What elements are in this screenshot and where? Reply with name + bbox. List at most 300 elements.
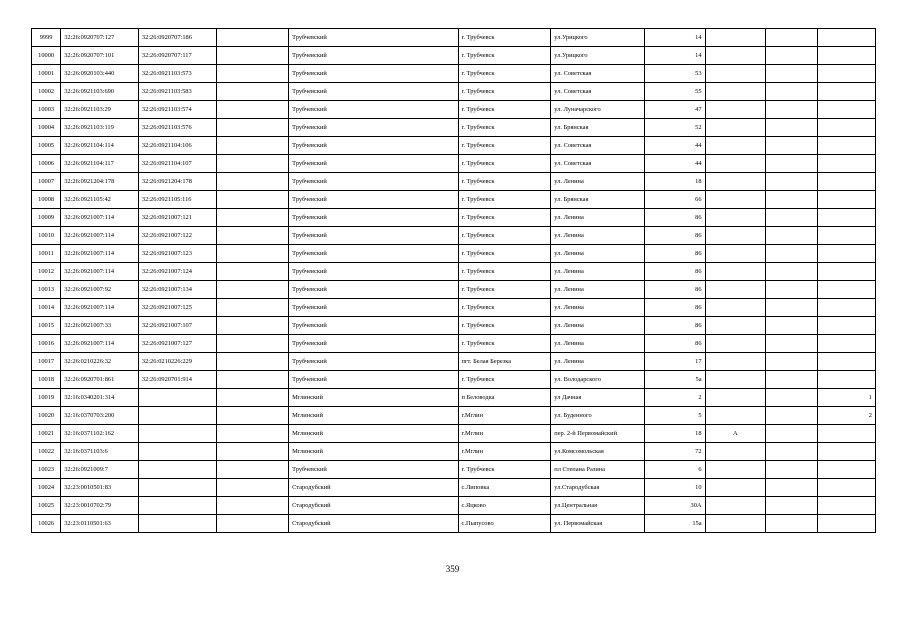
street-name: ул. Советская <box>551 65 645 83</box>
building-number <box>818 137 876 155</box>
row-number: 10023 <box>32 461 61 479</box>
cadastral-number-land: 32:26:0921103:29 <box>61 101 139 119</box>
extra-cell <box>766 407 818 425</box>
extra-cell <box>766 263 818 281</box>
cadastral-number-building: 32:26:0210226:229 <box>138 353 216 371</box>
building-number <box>818 515 876 533</box>
street-name: ул.Комсомольская <box>551 443 645 461</box>
street-name: ул. Ленина <box>551 281 645 299</box>
row-number: 10009 <box>32 209 61 227</box>
cadastral-number-building: 32:26:0920707:117 <box>138 47 216 65</box>
district-name: Трубчевский <box>289 353 458 371</box>
locality-name: г. Трубчевск <box>458 137 551 155</box>
cadastral-number-building: 32:26:0920707:186 <box>138 29 216 47</box>
building-number: 1 <box>818 389 876 407</box>
locality-name: г. Трубчевск <box>458 191 551 209</box>
locality-name: г. Трубчевск <box>458 317 551 335</box>
table-row <box>32 461 876 479</box>
building-number <box>818 371 876 389</box>
district-name: Мглинский <box>289 425 458 443</box>
district-name: Трубчевский <box>289 191 458 209</box>
cadastral-number-building: 32:26:0921007:121 <box>138 209 216 227</box>
cadastral-number-building <box>138 461 216 479</box>
cadastral-number-building: 32:26:0921204:178 <box>138 173 216 191</box>
cadastral-number-land: 32:26:0921007:114 <box>61 245 139 263</box>
cadastral-number-land: 32:23:0010702:79 <box>61 497 139 515</box>
cadastral-number-land: 32:23:0010501:83 <box>61 479 139 497</box>
extra-cell <box>766 119 818 137</box>
street-name: ул. Володарского <box>551 371 645 389</box>
cadastral-number-building: 32:26:0921105:116 <box>138 191 216 209</box>
row-number: 10002 <box>32 83 61 101</box>
street-name: ул.Центральная <box>551 497 645 515</box>
building-number <box>818 497 876 515</box>
cadastral-number-building: 32:26:0921103:576 <box>138 119 216 137</box>
extra-cell <box>766 299 818 317</box>
empty-cell <box>216 479 289 497</box>
cadastral-number-land: 32:26:0921104:114 <box>61 137 139 155</box>
building-number <box>818 425 876 443</box>
table-row <box>32 119 876 137</box>
table-row <box>32 191 876 209</box>
building-number: 2 <box>818 407 876 425</box>
house-number: 52 <box>645 119 706 137</box>
district-name: Трубчевский <box>289 155 458 173</box>
locality-name: г. Трубчевск <box>458 173 551 191</box>
locality-name: г. Трубчевск <box>458 47 551 65</box>
locality-name: г. Трубчевск <box>458 299 551 317</box>
house-number: 18 <box>645 173 706 191</box>
table-body <box>32 29 876 533</box>
registry-sheet <box>31 28 876 533</box>
district-name: Трубчевский <box>289 371 458 389</box>
cadastral-number-land: 32:26:0921105:42 <box>61 191 139 209</box>
district-name: Трубчевский <box>289 299 458 317</box>
locality-name: г. Трубчевск <box>458 281 551 299</box>
table-row <box>32 389 876 407</box>
building-letter <box>705 191 766 209</box>
table-row <box>32 281 876 299</box>
table-row <box>32 443 876 461</box>
extra-cell <box>766 497 818 515</box>
cadastral-number-land: 32:26:0921007:114 <box>61 263 139 281</box>
empty-cell <box>216 407 289 425</box>
empty-cell <box>216 101 289 119</box>
extra-cell <box>766 479 818 497</box>
building-letter <box>705 497 766 515</box>
street-name: ул. Советская <box>551 155 645 173</box>
house-number: 86 <box>645 227 706 245</box>
extra-cell <box>766 245 818 263</box>
street-name: пл Степана Разина <box>551 461 645 479</box>
cadastral-number-land: 32:26:0920707:127 <box>61 29 139 47</box>
locality-name: г.Мглин <box>458 407 551 425</box>
house-number: 86 <box>645 317 706 335</box>
house-number: 15а <box>645 515 706 533</box>
building-letter <box>705 209 766 227</box>
row-number: 10025 <box>32 497 61 515</box>
building-letter <box>705 281 766 299</box>
building-letter <box>705 155 766 173</box>
house-number: 2 <box>645 389 706 407</box>
row-number: 10017 <box>32 353 61 371</box>
district-name: Трубчевский <box>289 209 458 227</box>
row-number: 10006 <box>32 155 61 173</box>
district-name: Трубчевский <box>289 461 458 479</box>
row-number: 9999 <box>32 29 61 47</box>
street-name: ул. Советская <box>551 137 645 155</box>
empty-cell <box>216 47 289 65</box>
locality-name: г. Трубчевск <box>458 29 551 47</box>
empty-cell <box>216 335 289 353</box>
row-number: 10000 <box>32 47 61 65</box>
cadastral-number-land: 32:26:0921009:7 <box>61 461 139 479</box>
district-name: Трубчевский <box>289 173 458 191</box>
building-number <box>818 173 876 191</box>
street-name: ул. Советская <box>551 83 645 101</box>
table-row <box>32 173 876 191</box>
locality-name: п Беловодка <box>458 389 551 407</box>
empty-cell <box>216 119 289 137</box>
extra-cell <box>766 461 818 479</box>
locality-name: г.Мглин <box>458 443 551 461</box>
extra-cell <box>766 443 818 461</box>
district-name: Трубчевский <box>289 317 458 335</box>
row-number: 10003 <box>32 101 61 119</box>
building-letter <box>705 29 766 47</box>
street-name: ул. Брянская <box>551 119 645 137</box>
row-number: 10005 <box>32 137 61 155</box>
cadastral-number-building: 32:26:0920701:914 <box>138 371 216 389</box>
row-number: 10004 <box>32 119 61 137</box>
building-number <box>818 101 876 119</box>
cadastral-number-land: 32:26:0921103:119 <box>61 119 139 137</box>
building-number <box>818 281 876 299</box>
table-row <box>32 263 876 281</box>
row-number: 10007 <box>32 173 61 191</box>
table-row <box>32 101 876 119</box>
cadastral-number-land: 32:26:0920103:440 <box>61 65 139 83</box>
district-name: Трубчевский <box>289 119 458 137</box>
cadastral-number-land: 32:26:0921103:690 <box>61 83 139 101</box>
building-number <box>818 209 876 227</box>
building-number <box>818 119 876 137</box>
building-number <box>818 263 876 281</box>
building-letter <box>705 47 766 65</box>
cadastral-number-land: 32:26:0921007:33 <box>61 317 139 335</box>
cadastral-number-land: 32:26:0921007:114 <box>61 209 139 227</box>
building-letter <box>705 245 766 263</box>
empty-cell <box>216 281 289 299</box>
district-name: Мглинский <box>289 443 458 461</box>
house-number: 14 <box>645 29 706 47</box>
district-name: Трубчевский <box>289 29 458 47</box>
cadastral-number-land: 32:26:0920701:861 <box>61 371 139 389</box>
cadastral-number-building: 32:26:0921007:134 <box>138 281 216 299</box>
locality-name: г. Трубчевск <box>458 101 551 119</box>
street-name: ул. Брянская <box>551 191 645 209</box>
cadastral-number-building <box>138 443 216 461</box>
cadastral-number-building: 32:26:0921104:106 <box>138 137 216 155</box>
building-letter <box>705 263 766 281</box>
table-row <box>32 83 876 101</box>
table-row <box>32 299 876 317</box>
building-number <box>818 29 876 47</box>
building-number <box>818 227 876 245</box>
house-number: 44 <box>645 155 706 173</box>
row-number: 10010 <box>32 227 61 245</box>
house-number: 66 <box>645 191 706 209</box>
house-number: 86 <box>645 209 706 227</box>
house-number: 5а <box>645 371 706 389</box>
cadastral-number-land: 32:16:0371103:6 <box>61 443 139 461</box>
table-row <box>32 425 876 443</box>
empty-cell <box>216 299 289 317</box>
building-number <box>818 317 876 335</box>
cadastral-number-building <box>138 479 216 497</box>
building-number <box>818 47 876 65</box>
house-number: 6 <box>645 461 706 479</box>
house-number: 55 <box>645 83 706 101</box>
row-number: 10026 <box>32 515 61 533</box>
locality-name: г. Трубчевск <box>458 83 551 101</box>
building-letter <box>705 461 766 479</box>
empty-cell <box>216 371 289 389</box>
row-number: 10021 <box>32 425 61 443</box>
row-number: 10013 <box>32 281 61 299</box>
building-letter <box>705 227 766 245</box>
cadastral-number-building <box>138 389 216 407</box>
house-number: 5 <box>645 407 706 425</box>
locality-name: г.Мглин <box>458 425 551 443</box>
building-letter <box>705 299 766 317</box>
locality-name: г. Трубчевск <box>458 371 551 389</box>
extra-cell <box>766 389 818 407</box>
house-number: 18 <box>645 425 706 443</box>
building-number <box>818 353 876 371</box>
table-row <box>32 371 876 389</box>
cadastral-number-land: 32:26:0210226:32 <box>61 353 139 371</box>
locality-name: г. Трубчевск <box>458 461 551 479</box>
building-number <box>818 245 876 263</box>
street-name: ул. Ленина <box>551 263 645 281</box>
locality-name: г. Трубчевск <box>458 65 551 83</box>
row-number: 10020 <box>32 407 61 425</box>
row-number: 10022 <box>32 443 61 461</box>
extra-cell <box>766 371 818 389</box>
cadastral-number-building: 32:26:0921007:127 <box>138 335 216 353</box>
locality-name: с.Липовка <box>458 479 551 497</box>
district-name: Трубчевский <box>289 227 458 245</box>
cadastral-number-building: 32:26:0921007:125 <box>138 299 216 317</box>
table-row <box>32 209 876 227</box>
building-number <box>818 335 876 353</box>
district-name: Трубчевский <box>289 65 458 83</box>
table-row <box>32 335 876 353</box>
table-row <box>32 317 876 335</box>
empty-cell <box>216 443 289 461</box>
cadastral-number-land: 32:26:0921104:117 <box>61 155 139 173</box>
street-name: ул. Ленина <box>551 209 645 227</box>
empty-cell <box>216 245 289 263</box>
extra-cell <box>766 281 818 299</box>
row-number: 10024 <box>32 479 61 497</box>
empty-cell <box>216 227 289 245</box>
locality-name: г. Трубчевск <box>458 119 551 137</box>
extra-cell <box>766 515 818 533</box>
house-number: 30А <box>645 497 706 515</box>
building-number <box>818 461 876 479</box>
empty-cell <box>216 209 289 227</box>
house-number: 86 <box>645 299 706 317</box>
extra-cell <box>766 155 818 173</box>
row-number: 10001 <box>32 65 61 83</box>
extra-cell <box>766 83 818 101</box>
district-name: Трубчевский <box>289 245 458 263</box>
empty-cell <box>216 155 289 173</box>
cadastral-number-land: 32:26:0920707:101 <box>61 47 139 65</box>
cadastral-number-land: 32:26:0921007:92 <box>61 281 139 299</box>
cadastral-number-building: 32:26:0921103:574 <box>138 101 216 119</box>
cadastral-number-land: 32:26:0921007:114 <box>61 299 139 317</box>
locality-name: г. Трубчевск <box>458 155 551 173</box>
row-number: 10019 <box>32 389 61 407</box>
house-number: 14 <box>645 47 706 65</box>
table-row <box>32 497 876 515</box>
table-row <box>32 479 876 497</box>
extra-cell <box>766 353 818 371</box>
empty-cell <box>216 425 289 443</box>
extra-cell <box>766 335 818 353</box>
extra-cell <box>766 227 818 245</box>
district-name: Трубчевский <box>289 281 458 299</box>
cadastral-number-building <box>138 497 216 515</box>
street-name: ул.Урицкого <box>551 47 645 65</box>
empty-cell <box>216 173 289 191</box>
district-name: Трубчевский <box>289 47 458 65</box>
street-name: ул. Ленина <box>551 299 645 317</box>
street-name: ул.Стародубская <box>551 479 645 497</box>
extra-cell <box>766 191 818 209</box>
district-name: Трубчевский <box>289 137 458 155</box>
table-row <box>32 29 876 47</box>
extra-cell <box>766 29 818 47</box>
extra-cell <box>766 425 818 443</box>
cadastral-number-building: 32:26:0921103:573 <box>138 65 216 83</box>
building-number <box>818 83 876 101</box>
cadastral-number-land: 32:26:0921007:114 <box>61 335 139 353</box>
district-name: Трубчевский <box>289 335 458 353</box>
street-name: ул.Урицкого <box>551 29 645 47</box>
cadastral-number-land: 32:16:0371102:162 <box>61 425 139 443</box>
extra-cell <box>766 209 818 227</box>
building-letter <box>705 515 766 533</box>
locality-name: г. Трубчевск <box>458 227 551 245</box>
locality-name: г. Трубчевск <box>458 335 551 353</box>
row-number: 10014 <box>32 299 61 317</box>
house-number: 44 <box>645 137 706 155</box>
extra-cell <box>766 317 818 335</box>
building-letter <box>705 443 766 461</box>
empty-cell <box>216 263 289 281</box>
street-name: ул. Буденного <box>551 407 645 425</box>
empty-cell <box>216 29 289 47</box>
registry-table <box>31 28 876 533</box>
table-row <box>32 137 876 155</box>
extra-cell <box>766 173 818 191</box>
cadastral-number-land: 32:16:0370703:200 <box>61 407 139 425</box>
street-name: пер. 2-й Первомайский <box>551 425 645 443</box>
house-number: 86 <box>645 245 706 263</box>
street-name: ул Дачная <box>551 389 645 407</box>
empty-cell <box>216 317 289 335</box>
street-name: ул. Первомайская <box>551 515 645 533</box>
empty-cell <box>216 83 289 101</box>
extra-cell <box>766 65 818 83</box>
district-name: Мглинский <box>289 389 458 407</box>
street-name: ул. Ленина <box>551 335 645 353</box>
empty-cell <box>216 497 289 515</box>
house-number: 86 <box>645 335 706 353</box>
district-name: Трубчевский <box>289 101 458 119</box>
locality-name: пгт. Белая Березка <box>458 353 551 371</box>
cadastral-number-building: 32:26:0921103:583 <box>138 83 216 101</box>
locality-name: с.Пыпусово <box>458 515 551 533</box>
building-letter <box>705 479 766 497</box>
empty-cell <box>216 65 289 83</box>
house-number: 47 <box>645 101 706 119</box>
empty-cell <box>216 191 289 209</box>
street-name: ул. Ленина <box>551 353 645 371</box>
street-name: ул. Ленина <box>551 245 645 263</box>
empty-cell <box>216 353 289 371</box>
building-letter <box>705 353 766 371</box>
table-row <box>32 515 876 533</box>
cadastral-number-land: 32:16:0340201:314 <box>61 389 139 407</box>
row-number: 10016 <box>32 335 61 353</box>
street-name: ул. Луначарского <box>551 101 645 119</box>
house-number: 10 <box>645 479 706 497</box>
house-number: 17 <box>645 353 706 371</box>
extra-cell <box>766 137 818 155</box>
building-number <box>818 191 876 209</box>
house-number: 86 <box>645 263 706 281</box>
locality-name: г. Трубчевск <box>458 245 551 263</box>
district-name: Мглинский <box>289 407 458 425</box>
extra-cell <box>766 101 818 119</box>
district-name: Стародубский <box>289 479 458 497</box>
district-name: Стародубский <box>289 515 458 533</box>
building-letter <box>705 407 766 425</box>
building-letter <box>705 83 766 101</box>
district-name: Трубчевский <box>289 83 458 101</box>
cadastral-number-building <box>138 407 216 425</box>
page-number: 359 <box>445 564 460 574</box>
house-number: 72 <box>645 443 706 461</box>
building-letter <box>705 173 766 191</box>
house-number: 53 <box>645 65 706 83</box>
cadastral-number-building: 32:26:0921007:123 <box>138 245 216 263</box>
locality-name: г. Трубчевск <box>458 263 551 281</box>
building-letter <box>705 335 766 353</box>
house-number: 86 <box>645 281 706 299</box>
street-name: ул. Ленина <box>551 317 645 335</box>
row-number: 10008 <box>32 191 61 209</box>
locality-name: с.Яцково <box>458 497 551 515</box>
building-letter <box>705 65 766 83</box>
cadastral-number-building: 32:26:0921007:122 <box>138 227 216 245</box>
building-number <box>818 155 876 173</box>
